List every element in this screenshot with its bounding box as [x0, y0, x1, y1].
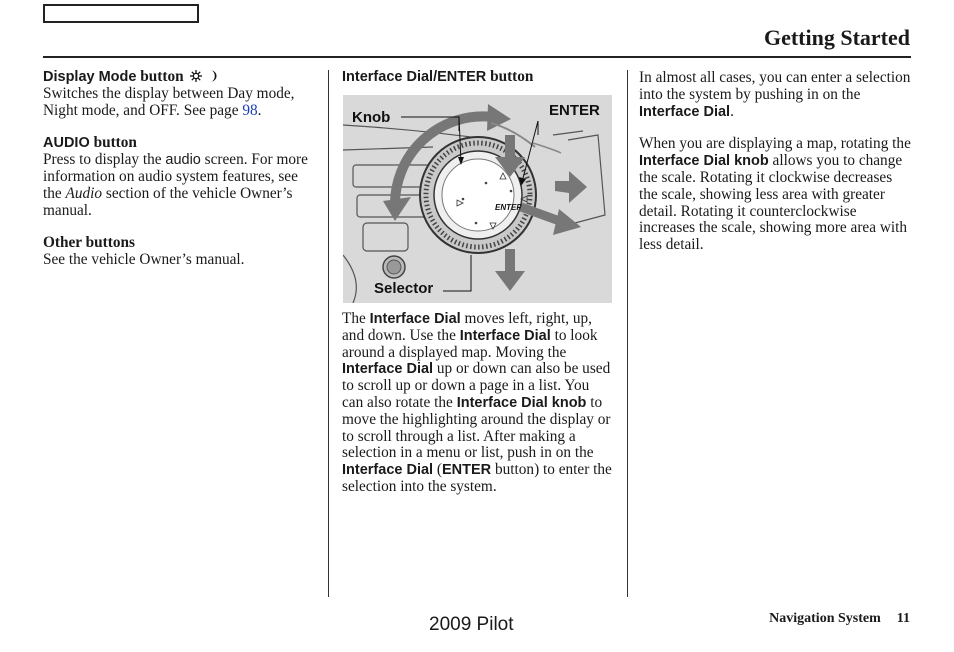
selector-label: Selector: [374, 280, 434, 297]
column-divider-1: [328, 70, 329, 597]
interface-dial-heading: Interface Dial/ENTER button: [342, 68, 534, 85]
other-buttons-text: See the vehicle Owner’s manual.: [43, 251, 245, 269]
column-2-body: [342, 311, 614, 496]
interface-dial-figure: [343, 95, 612, 303]
dial-enter-text: ENTER: [495, 203, 523, 212]
footer-model: 2009 Pilot: [429, 614, 514, 635]
audio-text: Press to display the audio screen. For more information on audio system features, see the Audio section of the vehicle Owner’s manual.: [43, 151, 308, 219]
enter-selection-text: In almost all cases, you can enter a selection into the system by pushing in on the Interface Dial.: [639, 69, 911, 120]
column-divider-2: [627, 70, 628, 597]
column-1: [43, 69, 313, 269]
page-title: Getting Started: [763, 25, 910, 50]
column-3: [639, 70, 911, 254]
sun-moon-icon: [187, 69, 221, 83]
other-buttons-heading: Other buttons: [43, 234, 135, 252]
footer-section: Navigation System 11: [769, 611, 910, 626]
display-mode-heading: Display Mode button: [43, 69, 313, 86]
column-2-heading: [342, 69, 614, 86]
interface-dial-illustration: [343, 95, 612, 303]
display-mode-text: Switches the display between Day mode, Night mode, and OFF. See page 98.: [43, 84, 295, 119]
header-empty-box: [43, 4, 199, 23]
audio-heading: AUDIO button: [43, 134, 137, 152]
enter-label: ENTER: [549, 102, 600, 119]
page-98-link[interactable]: 98: [242, 101, 258, 119]
page-number: 11: [896, 611, 910, 626]
interface-dial-text: The Interface Dial moves left, right, up, and down. Use the Interface Dial to look around a displayed map. Moving the Interface Dial up or down can also be used to scroll up or down a page in a list. You can also rotate the Interface Dial knob to move the highlighting around the display or to scroll through a list. After making a selection in a menu or list, push in on the Interface Dial (ENTER button) to enter the selection into the system.: [342, 310, 612, 495]
knob-label: Knob: [352, 109, 391, 126]
map-scale-text: When you are displaying a map, rotating the Interface Dial knob allows you to change the scale. Rotating it clockwise decreases the scale, showing less area with greater detail. Rotating it counterclockwise increases the scale, showing more area with less detail.: [639, 135, 911, 254]
header-rule: [43, 56, 911, 58]
